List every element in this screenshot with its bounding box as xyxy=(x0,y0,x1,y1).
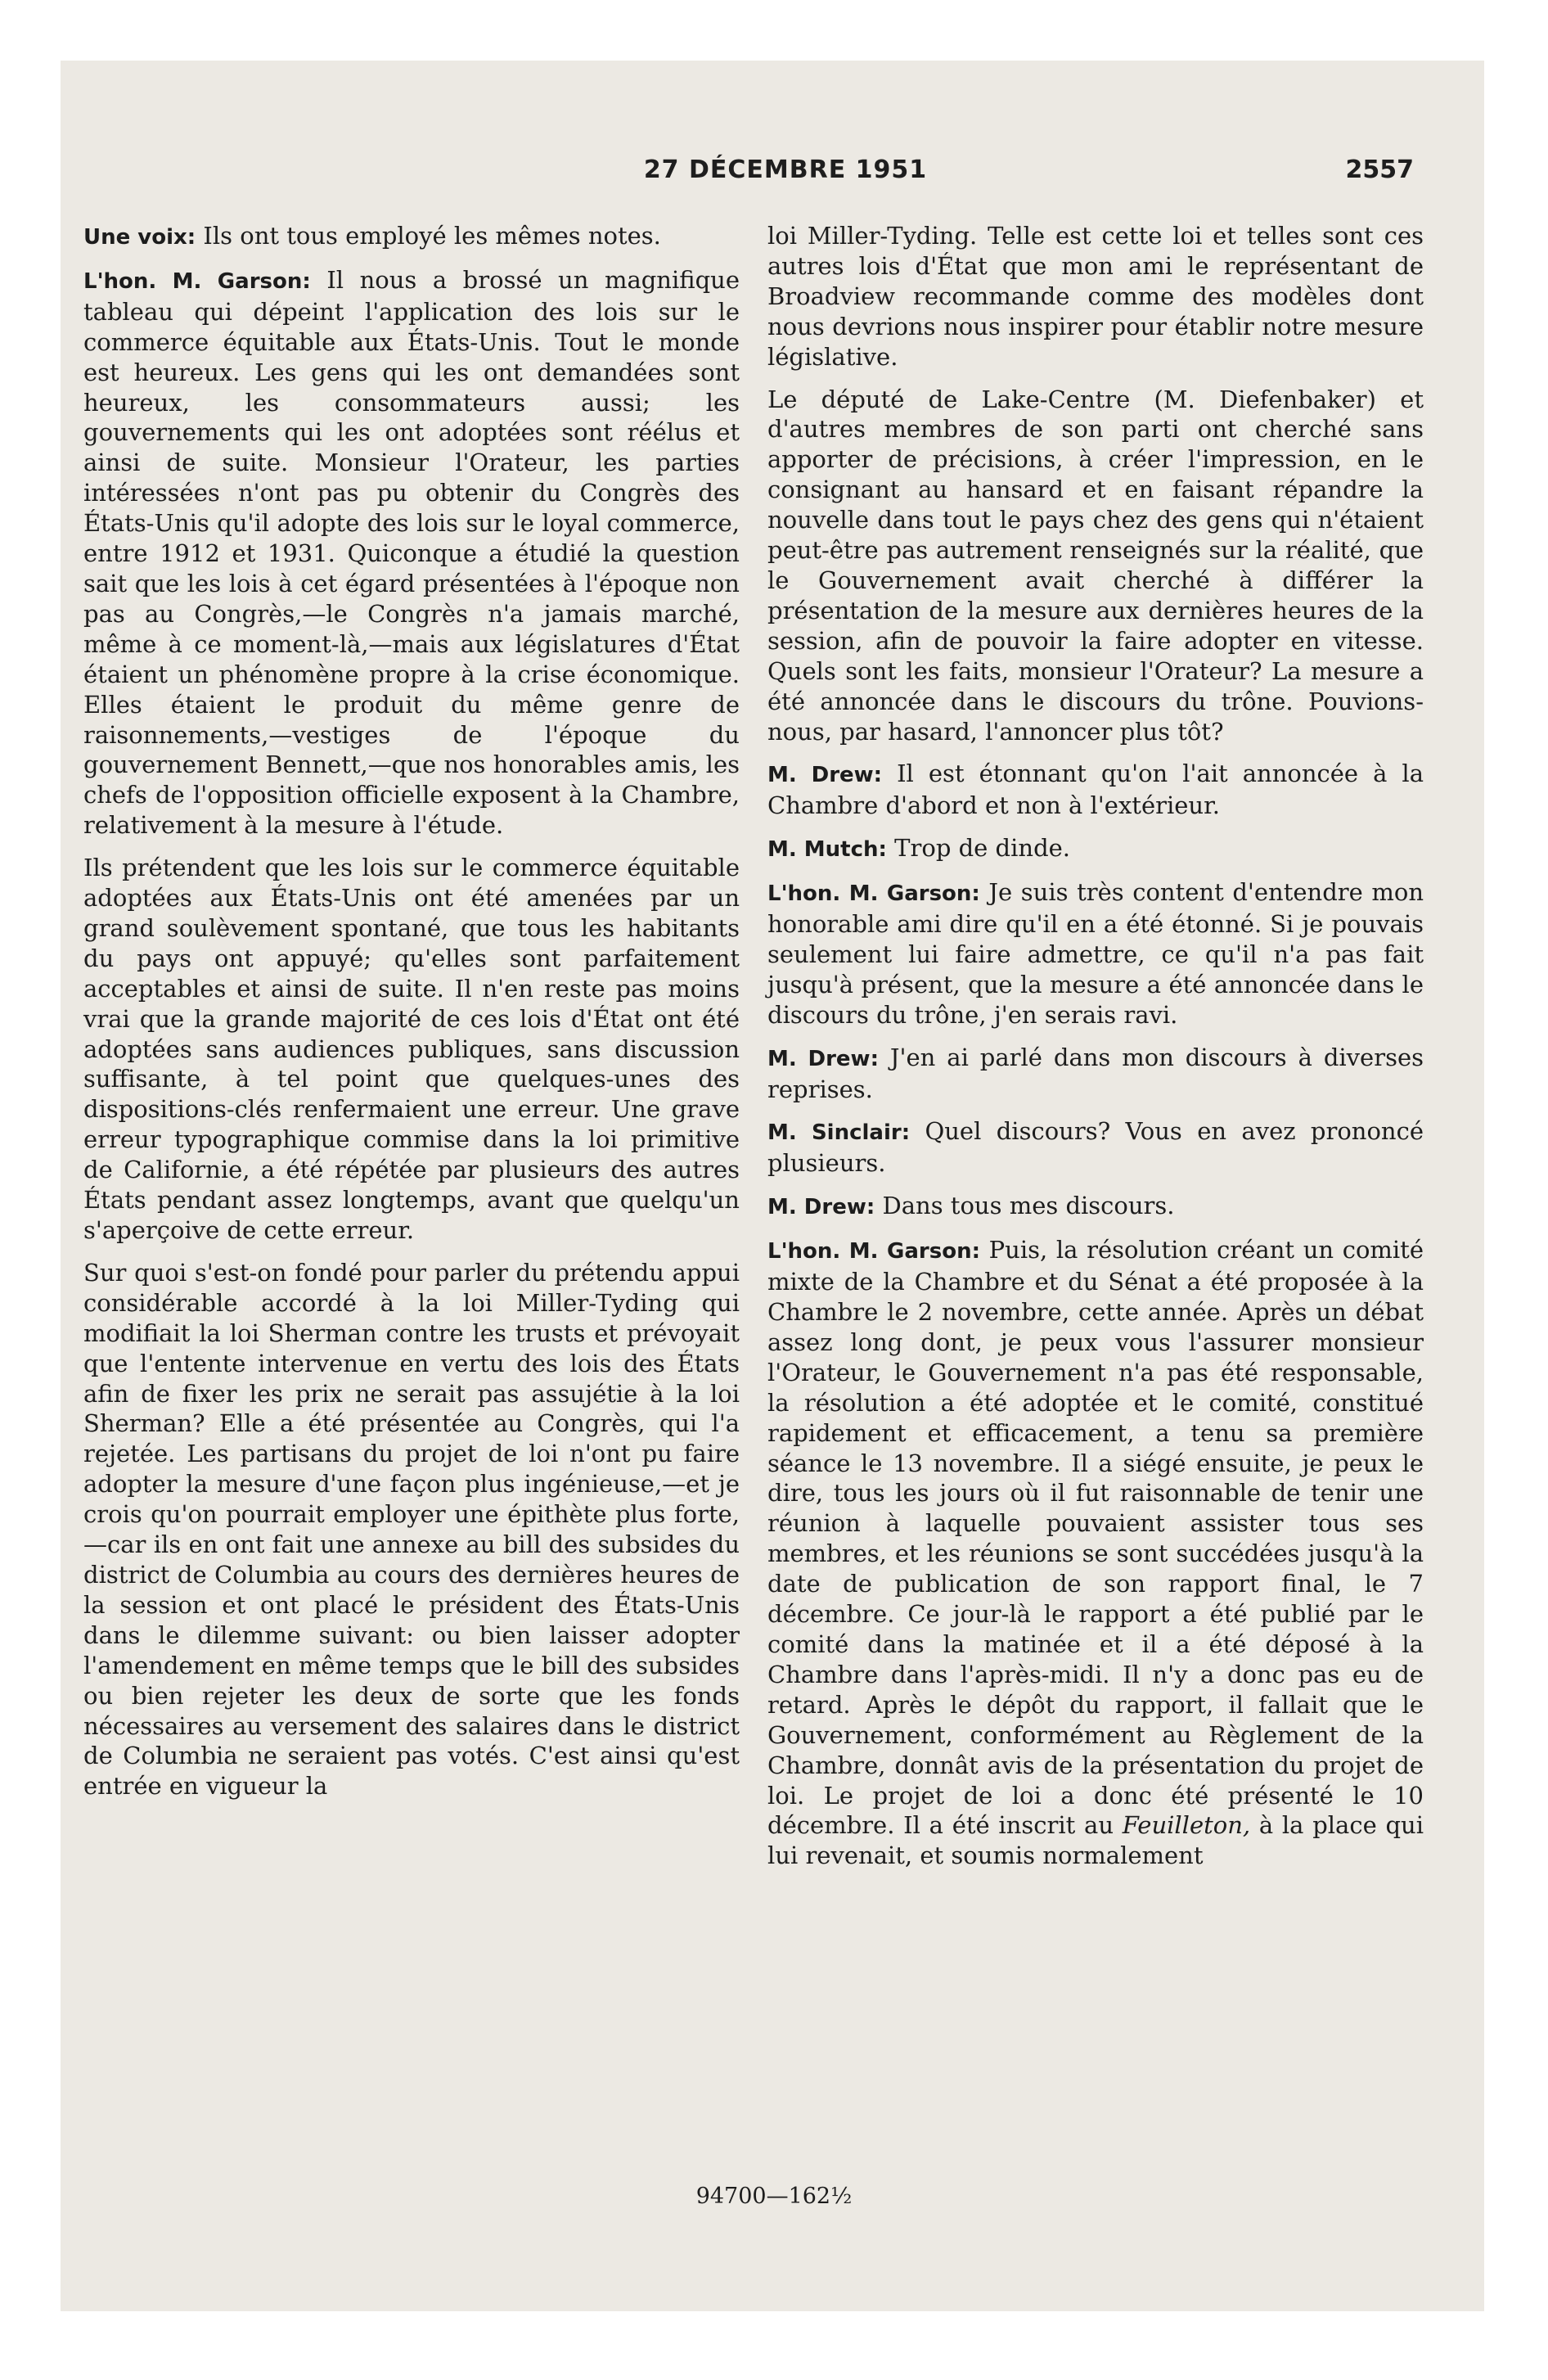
speaker-name: M. Drew: xyxy=(767,1046,879,1071)
paragraph xyxy=(767,1235,1424,1871)
speaker-name: M. Drew: xyxy=(767,1195,875,1220)
paragraph xyxy=(83,221,740,253)
paragraph xyxy=(767,385,1424,747)
paragraph xyxy=(767,221,1424,372)
paragraph-text: loi Miller-Tyding. Telle est cette loi et telles sont ces autres lois d'État que mon ami le représentant de Broadview recommande comme des modèles dont nous devrions nous inspirer pour établir notre mesure législative. xyxy=(767,222,1424,371)
right-column xyxy=(767,221,1424,1883)
paragraph-text: Puis, la résolution créant un comité mixte de la Chambre et du Sénat a été proposée à la Chambre le 2 novembre, cette année. Après un débat assez long dont, je peux vous l'assurer monsieur l'Orateur, le Gouvernement n'a pas été responsable, la résolution a été adoptée et le comité, constitué rapidement et efficacement, a tenu sa première séance le 13 novembre. Il a siégé ensuite, je peux le dire, tous les jours où il fut raisonnable de tenir une réunion à laquelle pouvaient assister tous ses membres, et les réunions se sont succédées jusqu'à la date de publication de son rapport final, le 7 décembre. Ce jour-là le rapport a été publié par le comité dans la matinée et il a été déposé à la Chambre dans l'après-midi. Il n'y a donc pas eu de retard. Après le dépôt du rapport, il fallait que le Gouvernement, conformément au Règlement de la Chambre, donnât avis de la présentation du projet de loi. Le projet de loi a donc été présenté le 10 décembre. Il a été inscrit au xyxy=(767,1236,1424,1840)
speaker-name: L'hon. M. Garson: xyxy=(83,268,311,294)
speaker-name: L'hon. M. Garson: xyxy=(767,881,980,907)
paragraph-text: Je suis très content d'entendre mon honorable ami dire qu'il en a été étonné. Si je pouvais seulement lui faire admettre, ce qu'il n'a pas fait jusqu'à présent, que la mesure a été annoncée dans le discours du trône, j'en serais ravi. xyxy=(767,878,1424,1029)
paragraph xyxy=(767,1043,1424,1105)
paragraph xyxy=(83,853,740,1246)
paragraph xyxy=(767,877,1424,1030)
speaker-name: L'hon. M. Garson: xyxy=(767,1239,980,1264)
italic-title: Feuilleton, xyxy=(1122,1811,1251,1840)
speaker-name: M. Sinclair: xyxy=(767,1120,911,1146)
paragraph xyxy=(767,1116,1424,1179)
paragraph xyxy=(83,1258,740,1801)
speaker-name: M. Drew: xyxy=(767,763,883,788)
page-number: 2557 xyxy=(1345,156,1414,184)
paragraph-text: à la place qui lui revenait, et soumis normalement xyxy=(767,1811,1424,1870)
paragraph-text: Sur quoi s'est-on fondé pour parler du prétendu appui considérable accordé à la loi Miller-Tyding qui modifiait la loi Sherman contre les trusts et prévoyait que l'entente intervenue en vertu des lois des États afin de fixer les prix ne serait pas assujétie à la loi Sherman? Elle a été présentée au Congrès, qui l'a rejetée. Les partisans du projet de loi n'ont pu faire adopter la mesure d'une façon plus ingénieuse,—et je crois qu'on pourrait employer une épithète plus forte,—car ils en ont fait une annexe au bill des subsides du district de Columbia au cours des dernières heures de la session et ont placé le président des États-Unis dans le dilemme suivant: ou bien laisser adopter l'amendement en même temps que le bill des subsides ou bien rejeter les deux de sorte que les fonds nécessaires au versement des salaires dans le district de Columbia ne seraient pas votés. C'est ainsi qu'est entrée en vigueur la xyxy=(83,1258,740,1801)
paragraph xyxy=(767,833,1424,865)
speaker-name: M. Mutch: xyxy=(767,837,887,863)
paragraph-text: Il est étonnant qu'on l'ait annoncée à la Chambre d'abord et non à l'extérieur. xyxy=(767,760,1424,820)
paragraph xyxy=(767,759,1424,821)
print-code-footer: 94700—162½ xyxy=(695,2184,853,2209)
running-header-date: 27 DÉCEMBRE 1951 xyxy=(643,156,928,184)
paragraph-text: Ils prétendent que les lois sur le commerce équitable adoptées aux États-Unis ont été amenées par un grand soulèvement spontané, que tous les habitants du pays ont appuyé; qu'elles sont parfaitement acceptables et ainsi de suite. Il n'en reste pas moins vrai que la grande majorité de ces lois d'État ont été adoptées sans audiences publiques, sans discussion suffisante, à tel point que quelques-unes des dispositions-clés renfermaient une erreur. Une grave erreur typographique commise dans la loi primitive de Californie, a été répétée par plusieurs des autres États pendant assez longtemps, avant que quelqu'un s'aperçoive de cette erreur. xyxy=(83,854,740,1244)
paragraph-text: Le député de Lake-Centre (M. Diefenbaker) et d'autres membres de son parti ont cherché sans apporter de précisions, à créer l'impression, en le consignant au hansard et en faisant répandre la nouvelle dans tout le pays chez des gens qui n'étaient peut-être pas autrement renseignés sur la réalité, que le Gouvernement avait cherché à différer la présentation de la mesure aux dernières heures de la session, afin de pouvoir la faire adopter en vitesse. Quels sont les faits, monsieur l'Orateur? La mesure a été annoncée dans le discours du trône. Pouvions-nous, par hasard, l'annoncer plus tôt? xyxy=(767,385,1424,746)
speaker-name: Une voix: xyxy=(83,225,196,250)
paragraph-text: Dans tous mes discours. xyxy=(875,1192,1175,1220)
left-column xyxy=(83,221,740,1814)
paragraph-text: J'en ai parlé dans mon discours à diverses reprises. xyxy=(767,1043,1424,1103)
paragraph-text: Il nous a brossé un magnifique tableau qui dépeint l'application des lois sur le commerce équitable aux États-Unis. Tout le monde est heureux. Les gens qui les ont demandées sont heureux, les consommateurs aussi; les gouvernements qui les ont adoptées sont réélus et ainsi de suite. Monsieur l'Orateur, les parties intéressées n'ont pas pu obtenir du Congrès des États-Unis qu'il adopte des lois sur le loyal commerce, entre 1912 et 1931. Quiconque a étudié la question sait que les lois à cet égard présentées à l'époque non pas au Congrès,—le Congrès n'a jamais marché, même à ce moment-là,—mais aux législatures d'État étaient un phénomène propre à la crise économique. Elles étaient le produit du même genre de raisonnements,—vestiges de l'époque du gouvernement Bennett,—que nos honorables amis, les chefs de l'opposition officielle exposent à la Chambre, relativement à la mesure à l'étude. xyxy=(83,265,740,840)
paragraph-text: Quel discours? Vous en avez prononcé plusieurs. xyxy=(767,1117,1424,1178)
paragraph xyxy=(767,1191,1424,1223)
paragraph xyxy=(83,265,740,841)
paragraph-text: Ils ont tous employé les mêmes notes. xyxy=(196,222,661,250)
paragraph-text: Trop de dinde. xyxy=(886,834,1071,863)
